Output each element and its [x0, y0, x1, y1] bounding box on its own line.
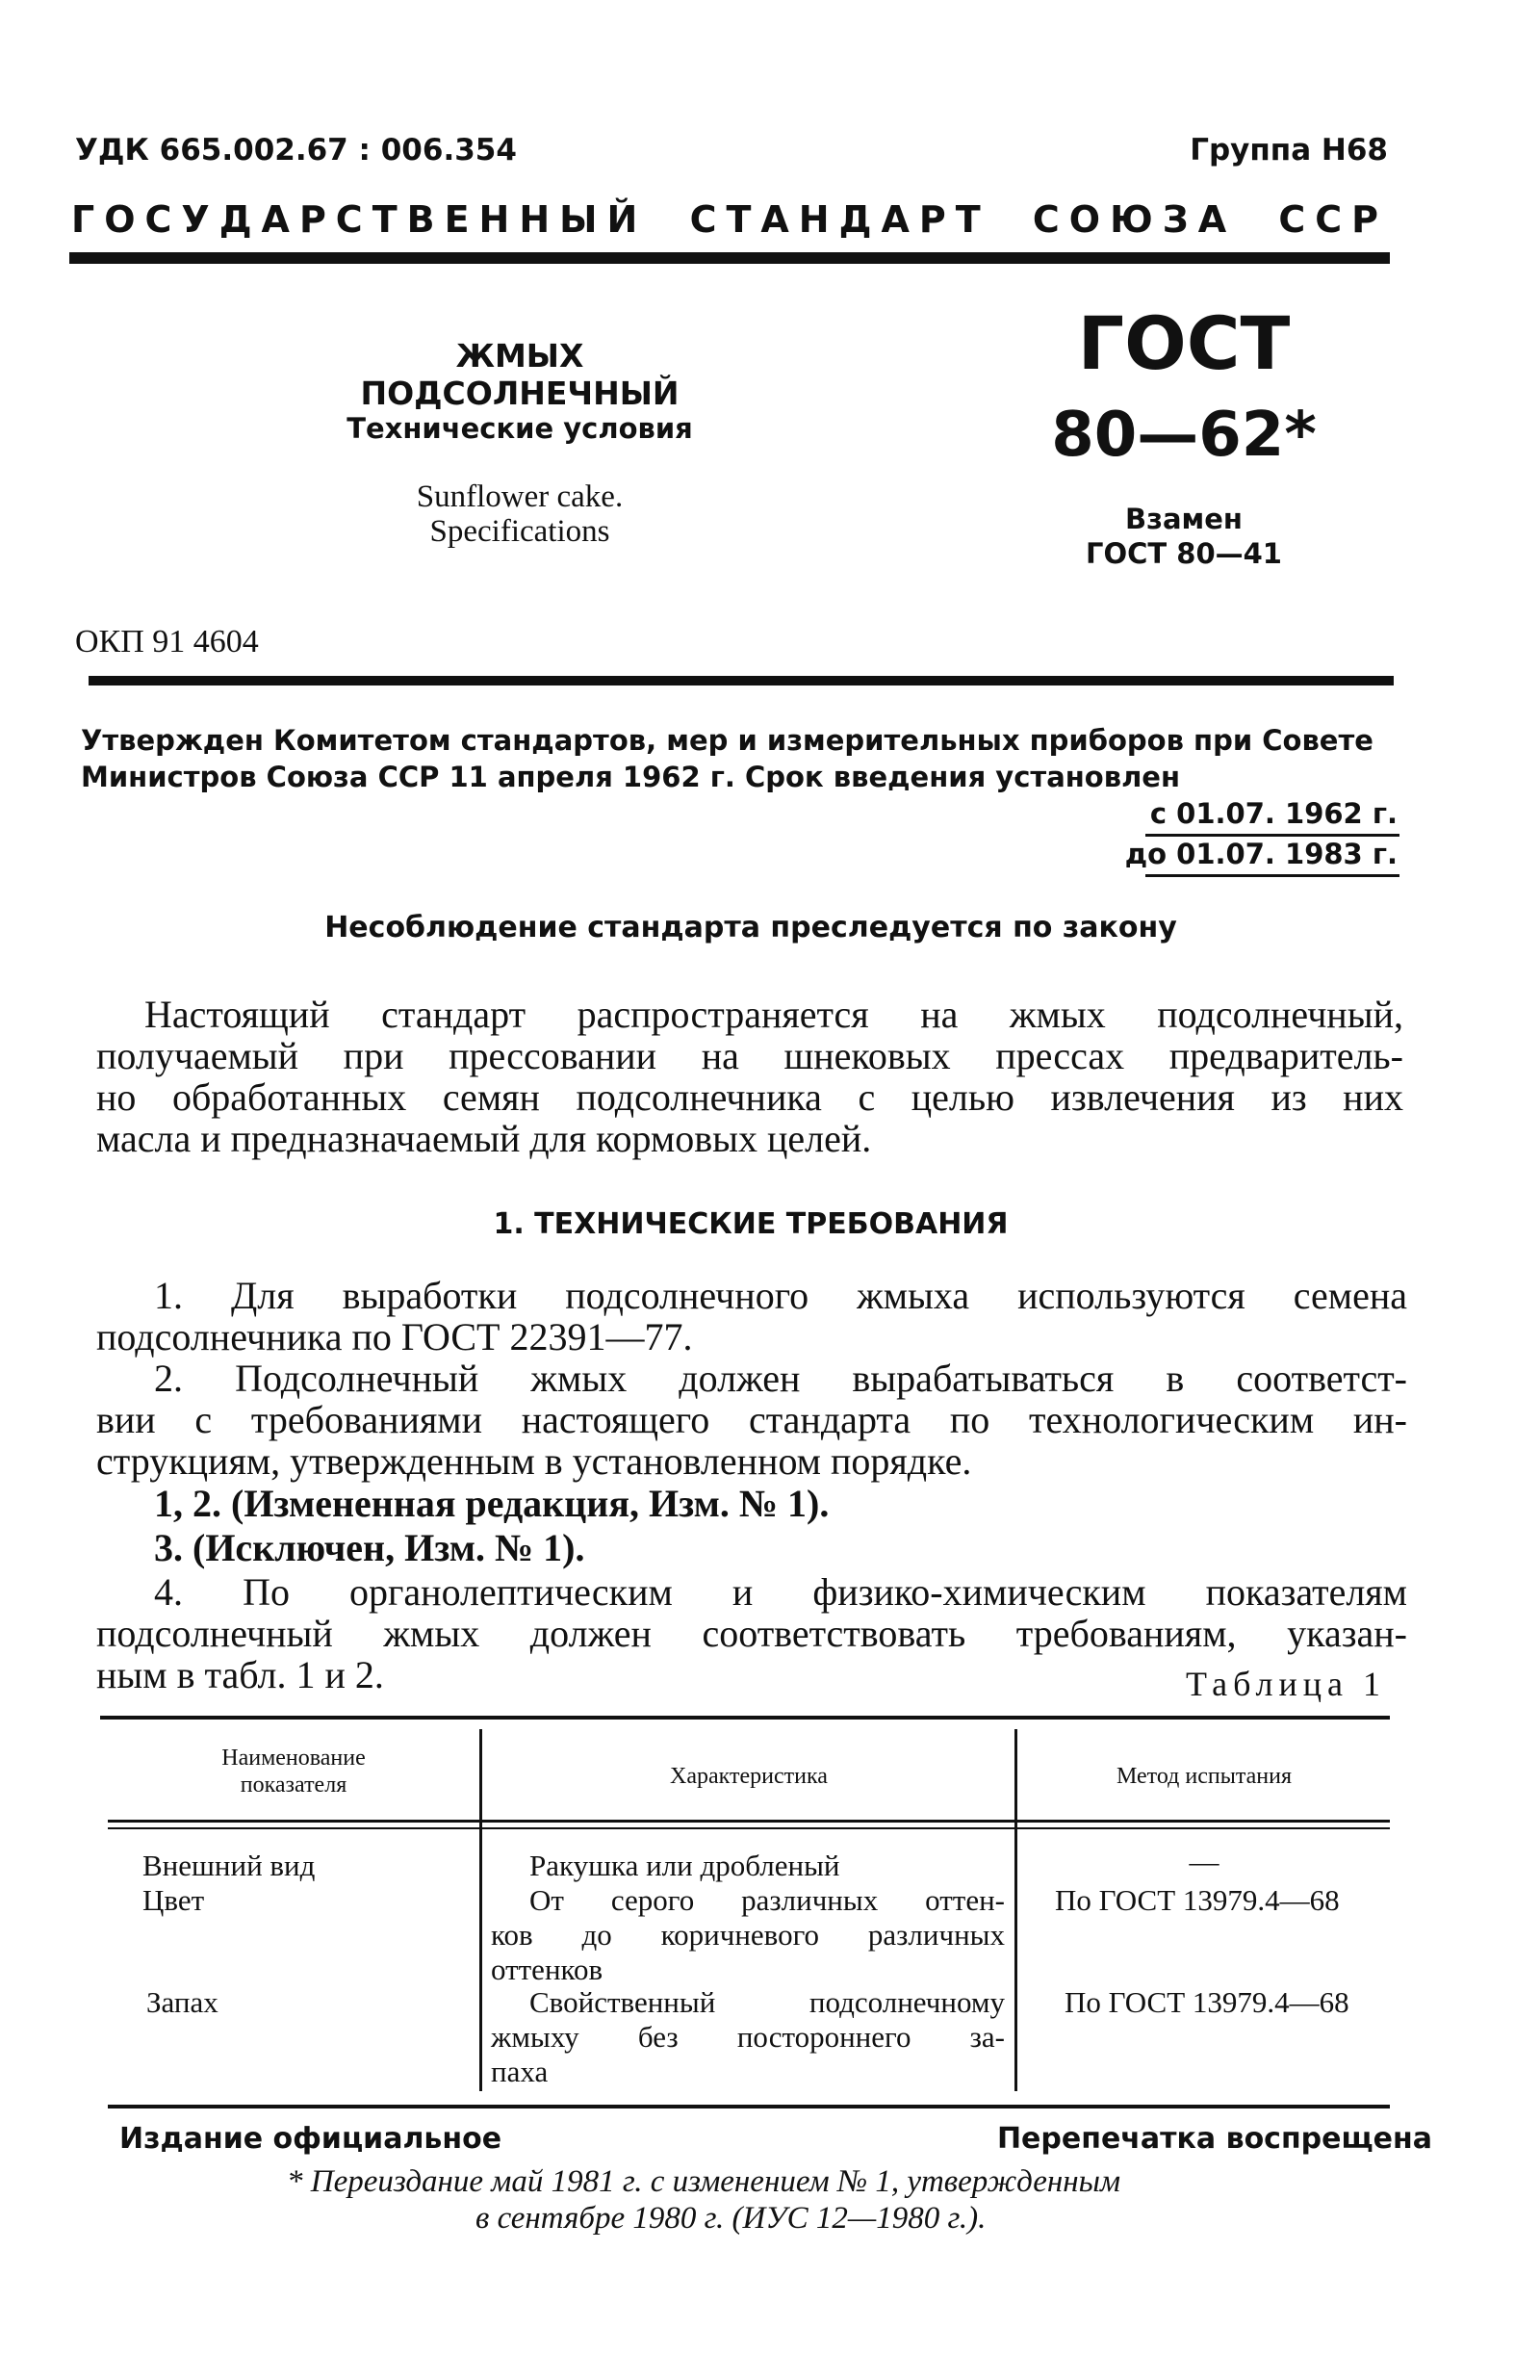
- para4-line-1: 4. По органолептическим и физико-химическим показателям: [154, 1570, 1407, 1614]
- intro-line-1: Настоящий стандарт распространяется на жмых подсолнечный,: [144, 993, 1403, 1036]
- reprint-prohibited: Перепечатка воспрещена: [996, 2122, 1432, 2156]
- table-row-3-method: По ГОСТ 13979.4—68: [1065, 1985, 1349, 2019]
- table-row-3-char-line1: Свойственный подсолнечному: [529, 1985, 1005, 2019]
- date-rule-1: [1145, 834, 1399, 837]
- table-row-2-method: По ГОСТ 13979.4—68: [1055, 1883, 1340, 1917]
- table-row-3-char-line2: жмыху без постороннего за-: [491, 2020, 1005, 2054]
- para2-line-1: 2. Подсолнечный жмых должен вырабатываться в соответст-: [154, 1357, 1407, 1400]
- approval-line-1: Утвержден Комитетом стандартов, мер и измерительных приборов при Совете: [81, 724, 1373, 757]
- footnote-line-1: * Переиздание май 1981 г. с изменением № 1, утвержденным: [287, 2164, 1121, 2199]
- table-caption: Таблица 1: [1186, 1665, 1386, 1703]
- table-row-2-char-line1: От серого различных оттен-: [529, 1883, 1005, 1917]
- table-row-2-characteristic: [491, 1883, 1005, 1987]
- english-title-line1: Sunflower cake.: [416, 479, 624, 514]
- amendment-note-2: 3. (Исключен, Изм. № 1).: [154, 1526, 585, 1569]
- table-row-3-name: Запах: [146, 1985, 218, 2019]
- table-bottom-rule: [108, 2105, 1390, 2108]
- para1-line-2: подсолнечника по ГОСТ 22391—77.: [96, 1315, 693, 1358]
- date-rule-2: [1145, 874, 1399, 877]
- table-row-3-characteristic: [491, 1985, 1005, 2089]
- title-block-rule: [89, 676, 1394, 686]
- table-header-indicator: [108, 1745, 479, 1798]
- approval-line-2: Министров Союза ССР 11 апреля 1962 г. Срок введения установлен: [81, 761, 1181, 793]
- para2-line-3: струкциям, утвержденным в установленном порядке.: [96, 1439, 972, 1483]
- state-standard-banner: ГОСУДАРСТВЕННЫЙ СТАНДАРТ СОЮЗА ССР: [71, 198, 1388, 241]
- document-title: ЖМЫХ ПОДСОЛНЕЧНЫЙ: [360, 337, 680, 412]
- gost-number: 80—62*: [1051, 400, 1317, 471]
- gost-label: ГОСТ: [1077, 300, 1291, 386]
- para1-line-1: 1. Для выработки подсолнечного жмыха используются семена: [154, 1274, 1407, 1317]
- table-row-3-char-line3: паха: [491, 2055, 549, 2088]
- footnote-line-2: в сентябре 1980 г. (ИУС 12—1980 г.).: [475, 2201, 987, 2236]
- introduction-date: с 01.07. 1962 г.: [1149, 797, 1398, 830]
- intro-line-2: получаемый при прессовании на шнековых прессах предваритель-: [96, 1034, 1403, 1077]
- table-header-indicator-line2: показателя: [240, 1772, 347, 1798]
- para4-line-2: подсолнечный жмых должен соответствовать требованиям, указан-: [96, 1612, 1407, 1655]
- table-header-indicator-line1: Наименование: [221, 1746, 366, 1771]
- table-row-1-method: —: [1189, 1845, 1219, 1878]
- replaces-standard: ГОСТ 80—41: [1085, 537, 1282, 570]
- official-edition: Издание официальное: [119, 2122, 502, 2156]
- header-thick-rule: [69, 252, 1390, 264]
- intro-line-3: но обработанных семян подсолнечника с целью извлечения из них: [96, 1075, 1403, 1119]
- table-row-1-characteristic: Ракушка или дробленый: [529, 1849, 840, 1882]
- group-code: Группа Н68: [1190, 133, 1388, 168]
- table-row-2-char-line3: оттенков: [491, 1953, 603, 1986]
- table-header-method: Метод испытания: [1116, 1764, 1292, 1789]
- english-title-line2: Specifications: [429, 514, 610, 549]
- table-col-divider-1: [479, 1729, 482, 2091]
- replaces-label: Взамен: [1125, 503, 1243, 535]
- document-subtitle: Технические условия: [346, 412, 693, 445]
- table-header-rule: [108, 1820, 1390, 1823]
- section-heading: 1. ТЕХНИЧЕСКИЕ ТРЕБОВАНИЯ: [493, 1207, 1009, 1241]
- table-row-2-name: Цвет: [142, 1883, 205, 1917]
- intro-line-4: масла и предназначаемый для кормовых целей.: [96, 1117, 872, 1160]
- table-header-characteristic: Характеристика: [670, 1764, 828, 1789]
- okp-code: ОКП 91 4604: [75, 624, 259, 660]
- table-row-2-char-line2: ков до коричневого различных: [491, 1918, 1005, 1952]
- expiry-date: до 01.07. 1983 г.: [1124, 838, 1398, 870]
- udk-code: УДК 665.002.67 : 006.354: [75, 133, 517, 168]
- table-header-rule-2: [108, 1827, 1390, 1829]
- table-col-divider-2: [1014, 1729, 1017, 2091]
- amendment-note-1: 1, 2. (Измененная редакция, Изм. № 1).: [154, 1482, 830, 1525]
- para4-line-3: ным в табл. 1 и 2.: [96, 1653, 384, 1696]
- table-top-rule: [100, 1716, 1390, 1720]
- para2-line-2: вии с требованиями настоящего стандарта по технологическим ин-: [96, 1398, 1407, 1441]
- legal-notice: Несоблюдение стандарта преследуется по закону: [324, 911, 1177, 944]
- table-row-1-name: Внешний вид: [142, 1849, 316, 1882]
